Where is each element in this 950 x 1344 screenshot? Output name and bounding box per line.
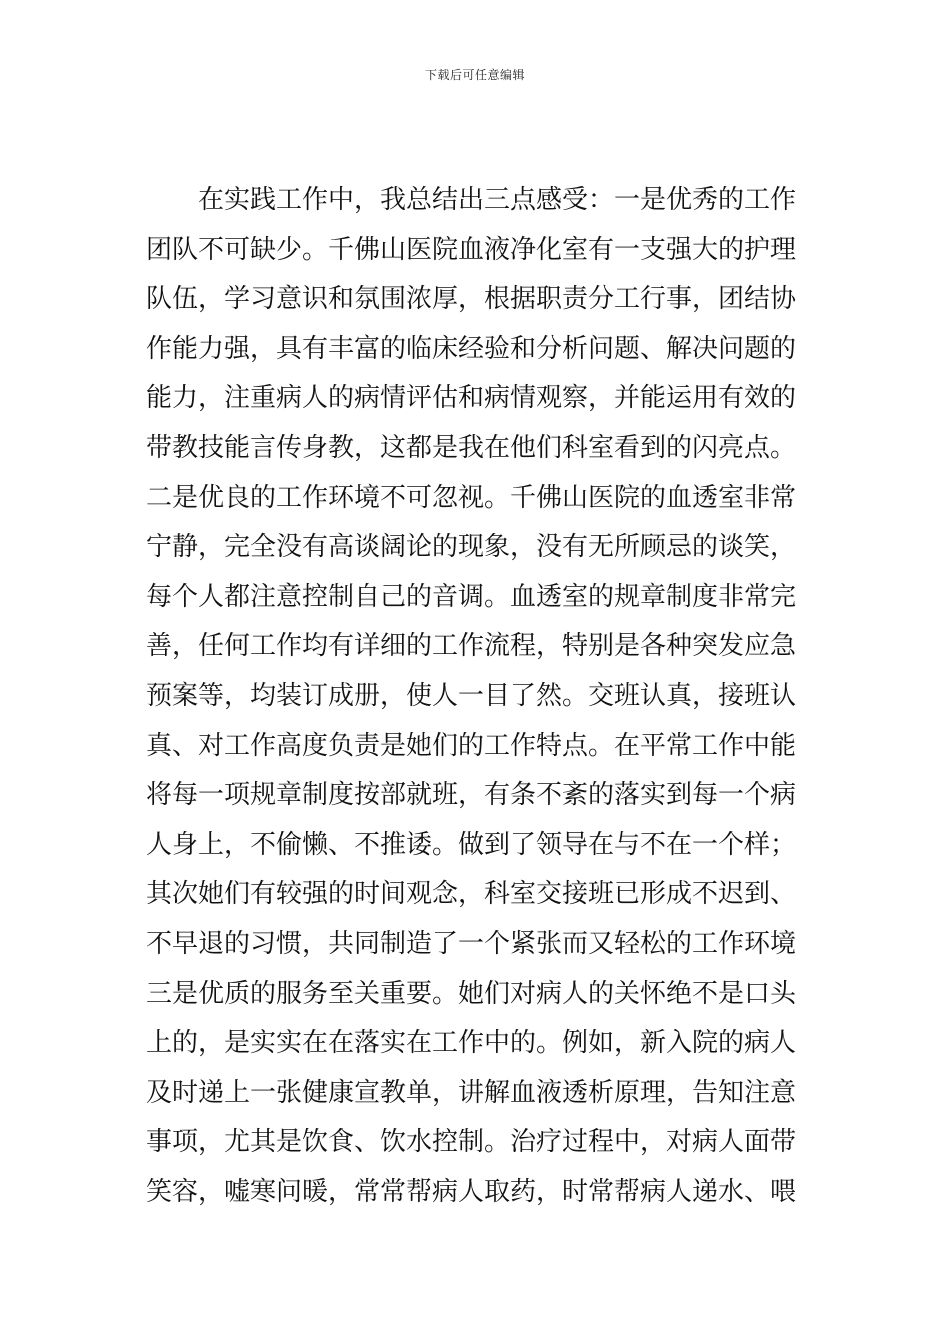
text-line-20: 事项，尤其是饮食、饮水控制。治疗过程中，对病人面带 [146,1127,797,1158]
document-body [146,176,810,1217]
text-line-2: 团队不可缺少。千佛山医院血液净化室有一支强大的护理 [146,234,797,265]
text-line-18: 上的，是实实在在落实在工作中的。例如，新入院的病人 [146,1028,797,1059]
text-line-17: 三是优质的服务至关重要。她们对病人的关怀绝不是口头 [146,978,797,1009]
page-header: 下载后可任意编辑 [424,68,525,82]
text-line-7: 二是优良的工作环境不可忽视。千佛山医院的血透室非常 [146,482,797,513]
text-line-11: 预案等，均装订成册，使人一目了然。交班认真，接班认 [146,680,797,711]
text-line-4: 作能力强，具有丰富的临床经验和分析问题、解决问题的 [146,333,797,364]
text-line-21: 笑容，嘘寒问暖，常常帮病人取药，时常帮病人递水、喂 [146,1176,797,1207]
text-line-16: 不早退的习惯，共同制造了一个紧张而又轻松的工作环境 [146,928,797,959]
text-line-5: 能力，注重病人的病情评估和病情观察，并能运用有效的 [146,383,797,414]
text-line-15: 其次她们有较强的时间观念，科室交接班已形成不迟到、 [146,879,797,910]
text-line-1: 在实践工作中，我总结出三点感受：一是优秀的工作 [198,185,797,215]
text-line-8: 宁静，完全没有高谈阔论的现象，没有无所顾忌的谈笑， [146,532,797,563]
text-line-19: 及时递上一张健康宣教单，讲解血液透析原理，告知注意 [146,1077,797,1108]
text-line-9: 每个人都注意控制自己的音调。血透室的规章制度非常完 [146,581,797,612]
text-line-14: 人身上，不偷懒、不推诿。做到了领导在与不在一个样； [146,829,797,860]
text-line-10: 善，任何工作均有详细的工作流程，特别是各种突发应急 [146,631,797,662]
text-line-6: 带教技能言传身教，这都是我在他们科室看到的闪亮点。 [146,432,797,463]
text-line-13: 将每一项规章制度按部就班，有条不紊的落实到每一个病 [146,780,797,811]
text-line-3: 队伍，学习意识和氛围浓厚，根据职责分工行事，团结协 [146,284,797,315]
text-line-12: 真、对工作高度负责是她们的工作特点。在平常工作中能 [146,730,797,761]
